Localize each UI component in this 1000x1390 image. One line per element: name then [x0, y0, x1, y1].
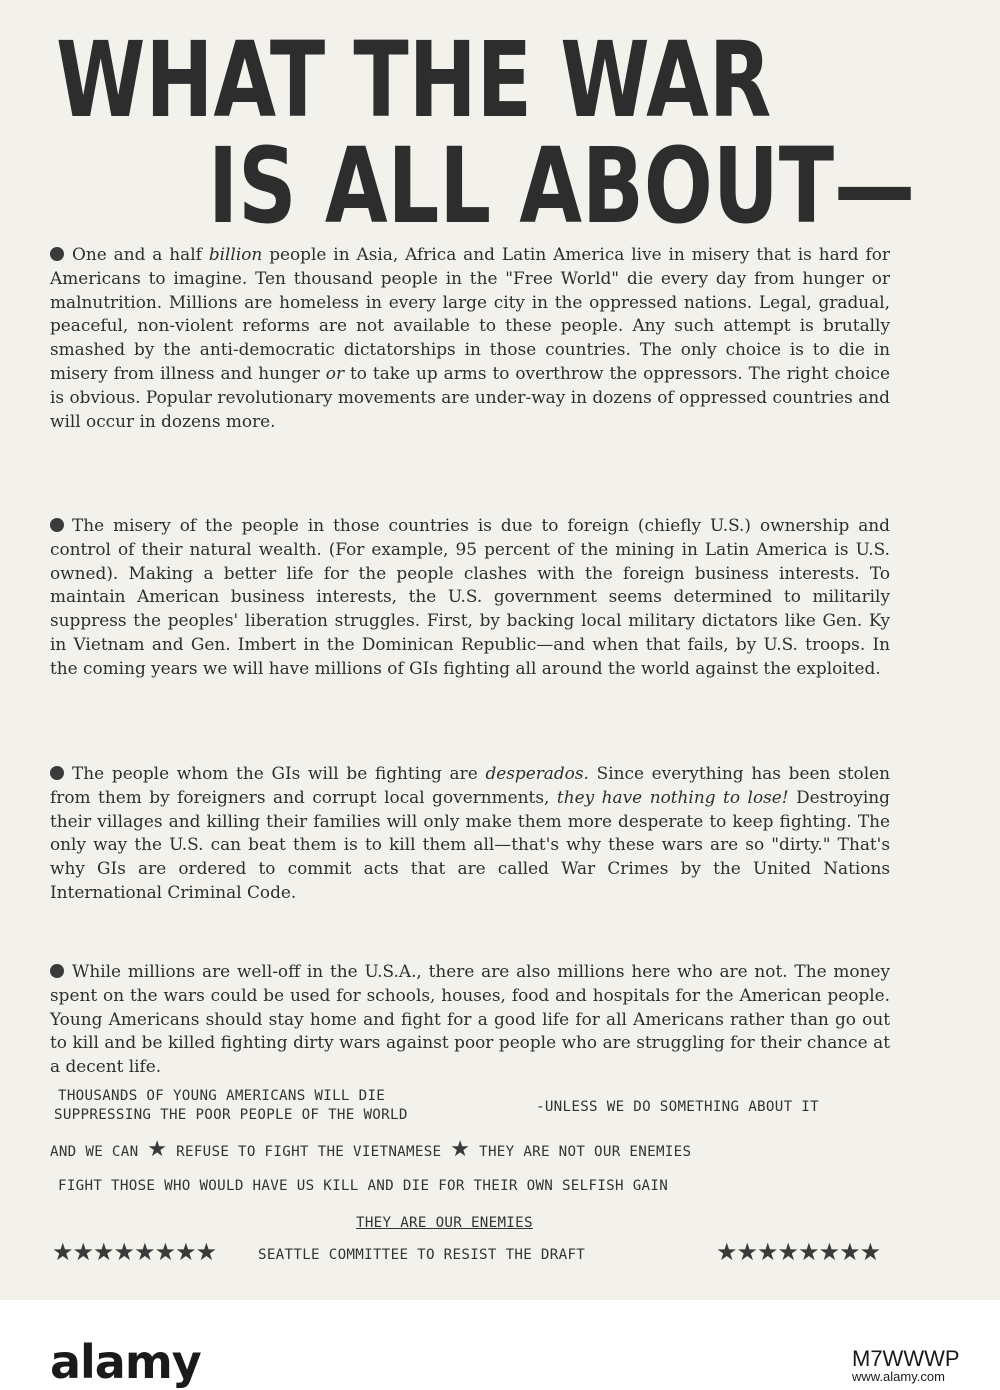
star-icon: ★: [450, 1137, 471, 1162]
signature: SEATTLE COMMITTEE TO RESIST THE DRAFT: [258, 1247, 586, 1263]
text: Destroying their villages and killing their families will only make them more desperate to keep fighting. The only way the U.S. can beat them is to kill them all—that's why these wars are so "dirty." That's why GIs are ordered to commit acts that are called War Crimes by the United Nations International Criminal Code.: [50, 786, 890, 902]
typed-line-2-tail: -UNLESS WE DO SOMETHING ABOUT IT: [536, 1099, 819, 1115]
watermark-logo: alamy: [50, 1335, 201, 1389]
typed-line-3a: AND WE CAN: [50, 1144, 139, 1160]
typed-line-2: SUPPRESSING THE POOR PEOPLE OF THE WORLD: [54, 1107, 408, 1123]
paragraph-3: [50, 762, 890, 905]
text: people in Asia, Africa and Latin America live in misery that is hard for Americans to imagine. Ten thousand people in the "Free World" die every day from hunger or malnutrition. Millions are homeless in every large city in the oppressed nations. Legal, gradual, peaceful, non-violent reforms are not available to these people. Any such attempt is brutally smashed by the anti-democratic dictatorships in those countries. The only choice is to die in misery from illness and hunger: [50, 244, 890, 383]
paragraph-4: [50, 960, 890, 1079]
typed-line-1: THOUSANDS OF YOUNG AMERICANS WILL DIE: [58, 1088, 386, 1104]
bullet-icon: [50, 247, 64, 261]
emphasis: or: [325, 362, 345, 383]
paragraph-2: [50, 514, 890, 681]
bullet-icon: [50, 964, 64, 978]
star-icon: ★: [147, 1137, 168, 1162]
text: Since everything has been stolen from them by foreigners and corrupt local governments,: [50, 763, 890, 807]
emphasis: billion: [208, 244, 263, 264]
typed-line-5: THEY ARE OUR ENEMIES: [356, 1215, 533, 1231]
text: While millions are well-off in the U.S.A., there are also millions here who are not. The money spent on the wars could be used for schools, houses, food and hospitals for the American people. Young Americans should stay home and fight for a good life for all Americans rather than go out to kill and be killed fighting dirty wars against poor people who are struggling for their chance at a decent life.: [50, 961, 890, 1077]
text: The people whom the GIs will be fighting are: [72, 763, 486, 783]
footer-url[interactable]: www.alamy.com: [852, 1369, 945, 1384]
bullet-icon: [50, 518, 64, 532]
emphasis: they have nothing to lose!: [556, 786, 789, 807]
text: One and a half: [72, 244, 209, 264]
image-id: M7WWWP: [852, 1346, 960, 1371]
headline-line-2: IS ALL ABOUT—: [208, 125, 916, 247]
typed-line-3b: REFUSE TO FIGHT THE VIETNAMESE: [176, 1144, 442, 1160]
bullet-icon: [50, 766, 64, 780]
text: The misery of the people in those countries is due to foreign (chiefly U.S.) ownership and control of their natural wealth. (For example, 95 percent of the mining in Latin America is U.S. owned). Making a better life for the people clashes with the foreign business interests. To maintain American business interests, the U.S. government seems determined to militarily suppress the peoples' liberation struggles. First, by backing local military dictators like Gen. Ky in Vietnam and Gen. Imbert in the Dominican Republic—and when that fails, by U.S. troops. In the coming years we will have millions of GIs fighting all around the world against the exploited.: [50, 515, 890, 678]
emphasis: desperados.: [485, 763, 589, 783]
text: to take up arms to overthrow the oppressors. The right choice is obvious. Popular revolutionary movements are under-way in dozens of oppressed countries and will occur in dozens more.: [50, 362, 890, 431]
paragraph-1: [50, 243, 890, 433]
headline-line-1: WHAT THE WAR: [56, 19, 772, 141]
star-row-left-icon: ★★★★★★★★: [52, 1238, 217, 1266]
typed-line-4: FIGHT THOSE WHO WOULD HAVE US KILL AND DIE FOR THEIR OWN SELFISH GAIN: [58, 1178, 669, 1194]
typed-line-3: [50, 1137, 691, 1162]
typed-line-3c: THEY ARE NOT OUR ENEMIES: [479, 1144, 692, 1160]
star-row-right-icon: ★★★★★★★★: [716, 1238, 881, 1266]
